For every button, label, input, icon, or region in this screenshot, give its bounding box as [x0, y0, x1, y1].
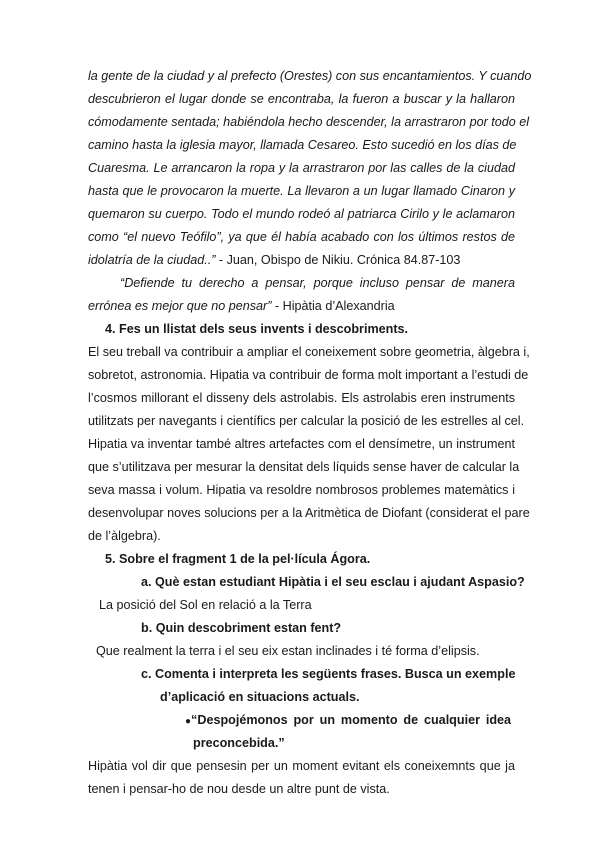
quote-line-5: Cuaresma. Le arrancaron la ropa y la arrastraron por las calles de la ciudad: [88, 161, 515, 175]
q4-line-4: utilitzats per navegants i científics per calcular la posició de les estrelles al cel.: [88, 414, 525, 428]
q5c-bullet-item: [185, 712, 511, 730]
quote-line-3: cómodamente sentada; habiéndola hecho descender, la arrastraron por todo el: [88, 115, 530, 129]
q4-line-6: que s’utilitzava per mesurar la densitat dels líquids sense haver de calcular la: [88, 460, 520, 474]
quote-source: - Juan, Obispo de Nikiu. Crónica 84.87-103: [215, 253, 461, 267]
q5a-question: a. Què estan estudiant Hipàtia i el seu esclau i ajudant Aspasio?: [141, 575, 525, 589]
q4-line-1: El seu treball va contribuir a ampliar el coneixement sobre geometria, àlgebra i,: [88, 345, 530, 359]
hipatia-quote-italic: errónea es mejor que no pensar”: [88, 299, 272, 313]
q4-line-8: desenvolupar noves solucions per a la Aritmètica de Diofant (considerat el pare: [88, 506, 530, 520]
quote-last-line: [88, 252, 460, 268]
q5a-answer: La posició del Sol en relació a la Terra: [99, 598, 312, 612]
q4-line-3: l’cosmos millorant el disseny dels astrolabis. Els astrolabis eren instruments: [88, 391, 515, 405]
quote-line-6: hasta que le provocaron la muerte. La llevaron a un lugar llamado Cinaron y: [88, 184, 515, 198]
q5c-bullet-text-1: “Despojémonos por un momento de cualquier idea: [191, 713, 512, 727]
q5c-bullet-text-2: preconcebida.”: [193, 736, 285, 750]
q5c-question-line-1: c. Comenta i interpreta les següents frases. Busca un exemple: [141, 667, 516, 681]
hipatia-quote-line-1: “Defiende tu derecho a pensar, porque incluso pensar de manera: [120, 276, 515, 290]
q4-line-9: de l’àlgebra).: [88, 529, 161, 543]
hipatia-quote-attribution: - Hipàtia d’Alexandria: [271, 299, 395, 313]
quote-line-8: como “el nuevo Teófilo”, ya que él había acabado con los últimos restos de: [88, 230, 515, 244]
quote-line-7: quemaron su cuerpo. Todo el mundo rodeó al patriarca Cirilo y le aclamaron: [88, 207, 515, 221]
quote-line-1: la gente de la ciudad y al prefecto (Orestes) con sus encantamientos. Y cuando: [88, 69, 532, 83]
quote-line-2: descubrieron el lugar donde se encontraba, la fueron a buscar y la hallaron: [88, 92, 515, 106]
quote-last-italic: idolatría de la ciudad..”: [88, 253, 216, 267]
q5b-question: b. Quin descobriment estan fent?: [141, 621, 342, 635]
q5b-answer: Que realment la terra i el seu eix estan inclinades i té forma d’elipsis.: [96, 644, 480, 658]
quote-line-4: camino hasta la iglesia mayor, llamada Cesareo. Esto sucedió en los días de: [88, 138, 517, 152]
q5c-answer-line-1: Hipàtia vol dir que pensesin per un moment evitant els coneixemnts que ja: [88, 759, 515, 773]
hipatia-quote-line-2: [88, 298, 395, 314]
q4-line-5: Hipatia va inventar també altres artefactes com el densímetre, un instrument: [88, 437, 515, 451]
q4-heading: 4. Fes un llistat dels seus invents i descobriments.: [105, 322, 409, 336]
bullet-icon: ●: [185, 716, 192, 727]
q5-heading: 5. Sobre el fragment 1 de la pel·lícula Ágora.: [105, 552, 371, 566]
q5c-answer-line-2: tenen i pensar-ho de nou desde un altre punt de vista.: [88, 782, 390, 796]
q4-line-2: sobretot, astronomia. Hipatia va contribuir de forma molt important a l’estudi de: [88, 368, 529, 382]
q5c-question-line-2: d’aplicació en situacions actuals.: [160, 690, 360, 704]
q4-line-7: seva massa i volum. Hipatia va resoldre nombrosos problemes matemàtics i: [88, 483, 515, 497]
